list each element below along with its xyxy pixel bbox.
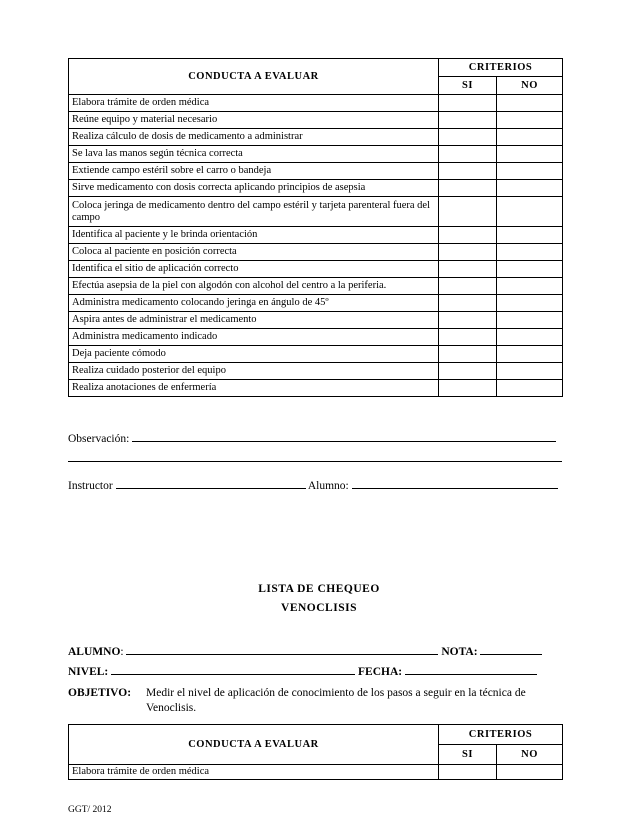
table-row bbox=[69, 765, 563, 780]
si-cell[interactable] bbox=[439, 112, 497, 129]
alumno-field[interactable] bbox=[352, 477, 558, 489]
observacion-line-2 bbox=[68, 450, 562, 465]
si-cell[interactable] bbox=[439, 295, 497, 312]
si-header-2: SI bbox=[439, 745, 497, 765]
checklist-table-2 bbox=[68, 724, 563, 780]
no-cell[interactable] bbox=[497, 112, 563, 129]
table-row bbox=[69, 180, 563, 197]
item-label: Se lava las manos según técnica correcta bbox=[69, 146, 439, 163]
item-label: Reúne equipo y material necesario bbox=[69, 112, 439, 129]
si-cell[interactable] bbox=[439, 95, 497, 112]
no-cell[interactable] bbox=[497, 278, 563, 295]
si-cell[interactable] bbox=[439, 380, 497, 397]
item-label: Coloca al paciente en posición correcta bbox=[69, 244, 439, 261]
alumno-label-2: ALUMNO bbox=[68, 646, 121, 658]
table-row bbox=[69, 95, 563, 112]
table-row bbox=[69, 112, 563, 129]
observacion-field-2[interactable] bbox=[68, 450, 562, 462]
si-cell[interactable] bbox=[439, 278, 497, 295]
table-row bbox=[69, 163, 563, 180]
instructor-line bbox=[68, 477, 558, 492]
si-cell[interactable] bbox=[439, 346, 497, 363]
item-label: Realiza cuidado posterior del equipo bbox=[69, 363, 439, 380]
si-cell[interactable] bbox=[439, 163, 497, 180]
si-cell[interactable] bbox=[439, 329, 497, 346]
nivel-fecha-line bbox=[68, 663, 537, 678]
no-cell[interactable] bbox=[497, 380, 563, 397]
no-cell[interactable] bbox=[497, 95, 563, 112]
si-cell[interactable] bbox=[439, 227, 497, 244]
si-cell[interactable] bbox=[439, 197, 497, 227]
alumno-field-2[interactable] bbox=[126, 643, 438, 655]
si-cell[interactable] bbox=[439, 363, 497, 380]
instructor-field[interactable] bbox=[116, 477, 306, 489]
no-cell[interactable] bbox=[497, 227, 563, 244]
objetivo-label: OBJETIVO: bbox=[68, 687, 132, 699]
criterios-header: CRITERIOS bbox=[439, 59, 563, 77]
footer-code: GGT/ 2012 bbox=[68, 805, 112, 815]
si-cell[interactable] bbox=[439, 129, 497, 146]
conducta-header-2: CONDUCTA A EVALUAR bbox=[69, 725, 439, 765]
observacion-field[interactable] bbox=[132, 430, 556, 442]
item-label: Administra medicamento colocando jeringa en ángulo de 45º bbox=[69, 295, 439, 312]
lista-title: LISTA DE CHEQUEO bbox=[258, 583, 380, 595]
item-label: Extiende campo estéril sobre el carro o bandeja bbox=[69, 163, 439, 180]
table-row bbox=[69, 146, 563, 163]
item-label: Aspira antes de administrar el medicamento bbox=[69, 312, 439, 329]
item-label: Efectúa asepsia de la piel con algodón con alcohol del centro a la periferia. bbox=[69, 278, 439, 295]
checklist-table-1 bbox=[68, 58, 563, 397]
no-cell[interactable] bbox=[497, 363, 563, 380]
instructor-label: Instructor bbox=[68, 480, 113, 492]
nivel-label: NIVEL: bbox=[68, 666, 109, 678]
item-label: Coloca jeringa de medicamento dentro del campo estéril y tarjeta parenteral fuera del campo bbox=[69, 197, 439, 227]
si-cell[interactable] bbox=[439, 146, 497, 163]
no-cell[interactable] bbox=[497, 180, 563, 197]
item-label: Elabora trámite de orden médica bbox=[69, 765, 439, 780]
table-row bbox=[69, 227, 563, 244]
objetivo-text-2: Venoclisis. bbox=[146, 702, 197, 714]
nota-field[interactable] bbox=[480, 643, 542, 655]
no-header-2: NO bbox=[497, 745, 563, 765]
si-cell[interactable] bbox=[439, 180, 497, 197]
nivel-field[interactable] bbox=[111, 663, 355, 675]
table-row bbox=[69, 312, 563, 329]
nota-label: NOTA: bbox=[441, 646, 478, 658]
no-cell[interactable] bbox=[497, 765, 563, 780]
table-row bbox=[69, 295, 563, 312]
table-row bbox=[69, 363, 563, 380]
item-label: Sirve medicamento con dosis correcta aplicando principios de asepsia bbox=[69, 180, 439, 197]
table-row bbox=[69, 346, 563, 363]
si-cell[interactable] bbox=[439, 244, 497, 261]
no-header: NO bbox=[497, 77, 563, 95]
conducta-header: CONDUCTA A EVALUAR bbox=[69, 59, 439, 95]
table-row bbox=[69, 197, 563, 227]
table-row bbox=[69, 380, 563, 397]
fecha-label: FECHA: bbox=[358, 666, 403, 678]
alumno-nota-line: ALUMNO: NOTA: bbox=[68, 643, 542, 658]
no-cell[interactable] bbox=[497, 261, 563, 278]
alumno-label: Alumno: bbox=[307, 480, 349, 492]
no-cell[interactable] bbox=[497, 146, 563, 163]
lista-subtitle: VENOCLISIS bbox=[281, 602, 357, 614]
table-row bbox=[69, 261, 563, 278]
si-cell[interactable] bbox=[439, 312, 497, 329]
item-label: Deja paciente cómodo bbox=[69, 346, 439, 363]
item-label: Identifica al paciente y le brinda orientación bbox=[69, 227, 439, 244]
table-row bbox=[69, 129, 563, 146]
table-row bbox=[69, 244, 563, 261]
item-label: Identifica el sitio de aplicación correcto bbox=[69, 261, 439, 278]
item-label: Administra medicamento indicado bbox=[69, 329, 439, 346]
si-header: SI bbox=[439, 77, 497, 95]
no-cell[interactable] bbox=[497, 329, 563, 346]
criterios-header-2: CRITERIOS bbox=[439, 725, 563, 745]
fecha-field[interactable] bbox=[405, 663, 537, 675]
no-cell[interactable] bbox=[497, 163, 563, 180]
no-cell[interactable] bbox=[497, 197, 563, 227]
table-row bbox=[69, 329, 563, 346]
no-cell[interactable] bbox=[497, 295, 563, 312]
no-cell[interactable] bbox=[497, 346, 563, 363]
observacion-line bbox=[68, 430, 556, 445]
item-label: Elabora trámite de orden médica bbox=[69, 95, 439, 112]
si-cell[interactable] bbox=[439, 765, 497, 780]
objetivo-text-1: Medir el nivel de aplicación de conocimiento de los pasos a seguir en la técnica de bbox=[146, 687, 526, 699]
observacion-label: Observación: bbox=[68, 433, 130, 445]
no-cell[interactable] bbox=[497, 129, 563, 146]
no-cell[interactable] bbox=[497, 312, 563, 329]
no-cell[interactable] bbox=[497, 244, 563, 261]
table-row bbox=[69, 278, 563, 295]
item-label: Realiza anotaciones de enfermería bbox=[69, 380, 439, 397]
item-label: Realiza cálculo de dosis de medicamento a administrar bbox=[69, 129, 439, 146]
si-cell[interactable] bbox=[439, 261, 497, 278]
